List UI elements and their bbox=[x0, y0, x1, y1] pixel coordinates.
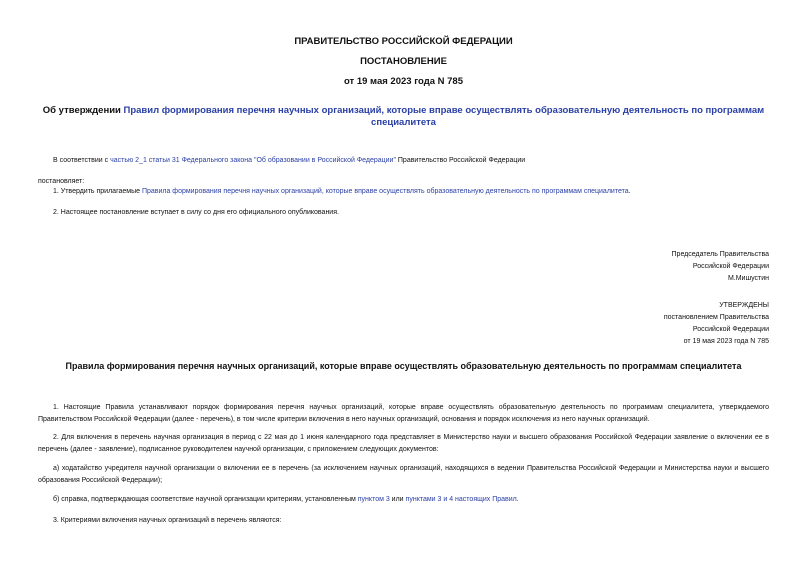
rules-title: Правила формирования перечня научных организаций, которые вправе осуществлять образовательную деятельность по программам специалитета bbox=[65, 361, 742, 371]
rules-paragraph-3: 3. Критериями включения научных организаций в перечень являются: bbox=[53, 517, 282, 524]
p1-line-1: 1. Настоящие Правила устанавливают порядок формирования перечня научных организаций, которые вправе осуществлять образовательную деятельность по программам специалитета, утверждаемого bbox=[53, 404, 769, 411]
pa-line-1: а) ходатайство учредителя научной организации о включении ее в перечень (за исключением научных организаций, находящихся в ведении Правительства Российской Федерации и Министерства науки и высшего bbox=[53, 465, 769, 472]
points-3-4-link[interactable]: пунктами 3 и 4 настоящих Правил bbox=[405, 496, 517, 503]
document-title bbox=[0, 105, 807, 129]
preamble-prefix: В соответствии с bbox=[53, 157, 111, 164]
pa-line-2: образования Российской Федерации); bbox=[38, 477, 163, 484]
law-link[interactable]: частью 2_1 статьи 31 Федерального закона "Об образовании в Российской Федерации" bbox=[110, 157, 396, 164]
approval-by: постановлением Правительства bbox=[663, 314, 769, 321]
point-3-link[interactable]: пунктом 3 bbox=[357, 496, 390, 503]
p1-line-2: Правительством Российской Федерации (далее - перечень), в том числе критерии включения в него научных организаций, основания и порядок исключения из него научных организаций. bbox=[38, 416, 650, 423]
document-type: ПОСТАНОВЛЕНИЕ bbox=[360, 56, 447, 67]
item-1-suffix: . bbox=[628, 188, 631, 195]
signature-position: Председатель Правительства bbox=[671, 251, 769, 258]
approval-org: Российской Федерации bbox=[692, 326, 769, 333]
rules-paragraph-1 bbox=[38, 402, 769, 426]
signature-org: Российской Федерации bbox=[692, 263, 769, 270]
title-rules-link[interactable]: Правил формирования перечня научных организаций, которые вправе осуществлять образовательную деятельность по программам bbox=[123, 105, 765, 116]
p2-line-2: перечень (далее - заявление), подписанное руководителем научной организации, с приложением следующих документов: bbox=[38, 446, 439, 453]
rules-paragraph-2 bbox=[38, 432, 769, 456]
item-1-prefix: 1. Утвердить прилагаемые bbox=[53, 188, 142, 195]
signature-block bbox=[672, 249, 769, 285]
rules-link[interactable]: Правила формирования перечня научных организаций, которые вправе осуществлять образовательную деятельность по программам специалитета bbox=[141, 188, 629, 195]
preamble bbox=[53, 155, 525, 167]
title-rules-link-cont[interactable]: специалитета bbox=[371, 117, 436, 128]
rules-subitem-a bbox=[38, 463, 769, 487]
signature-name: М.Мишустин bbox=[727, 275, 769, 282]
document-date: от 19 мая 2023 года N 785 bbox=[343, 76, 464, 87]
title-prefix: Об утверждении bbox=[42, 105, 124, 116]
issuing-authority: ПРАВИТЕЛЬСТВО РОССИЙСКОЙ ФЕДЕРАЦИИ bbox=[294, 36, 513, 47]
preamble-suffix: Правительство Российской Федерации bbox=[395, 157, 526, 164]
item-2: 2. Настоящее постановление вступает в силу со дня его официального опубликования. bbox=[53, 209, 339, 216]
pb-mid: или bbox=[389, 496, 406, 503]
rules-subitem-b bbox=[53, 494, 519, 506]
pb-prefix: б) справка, подтверждающая соответствие научной организации критериям, установленным bbox=[53, 496, 358, 503]
approval-stamp: УТВЕРЖДЕНЫ bbox=[719, 302, 769, 309]
decree-word: постановляет: bbox=[38, 178, 85, 185]
pb-suffix: . bbox=[516, 496, 519, 503]
p2-line-1: 2. Для включения в перечень научная организация в период с 22 мая до 1 июня календарного года представляет в Министерство науки и высшего образования Российской Федерации заявление о включении ее в bbox=[53, 434, 769, 441]
approval-block bbox=[664, 300, 769, 348]
approval-date: от 19 мая 2023 года N 785 bbox=[683, 338, 769, 345]
item-1 bbox=[53, 186, 631, 198]
